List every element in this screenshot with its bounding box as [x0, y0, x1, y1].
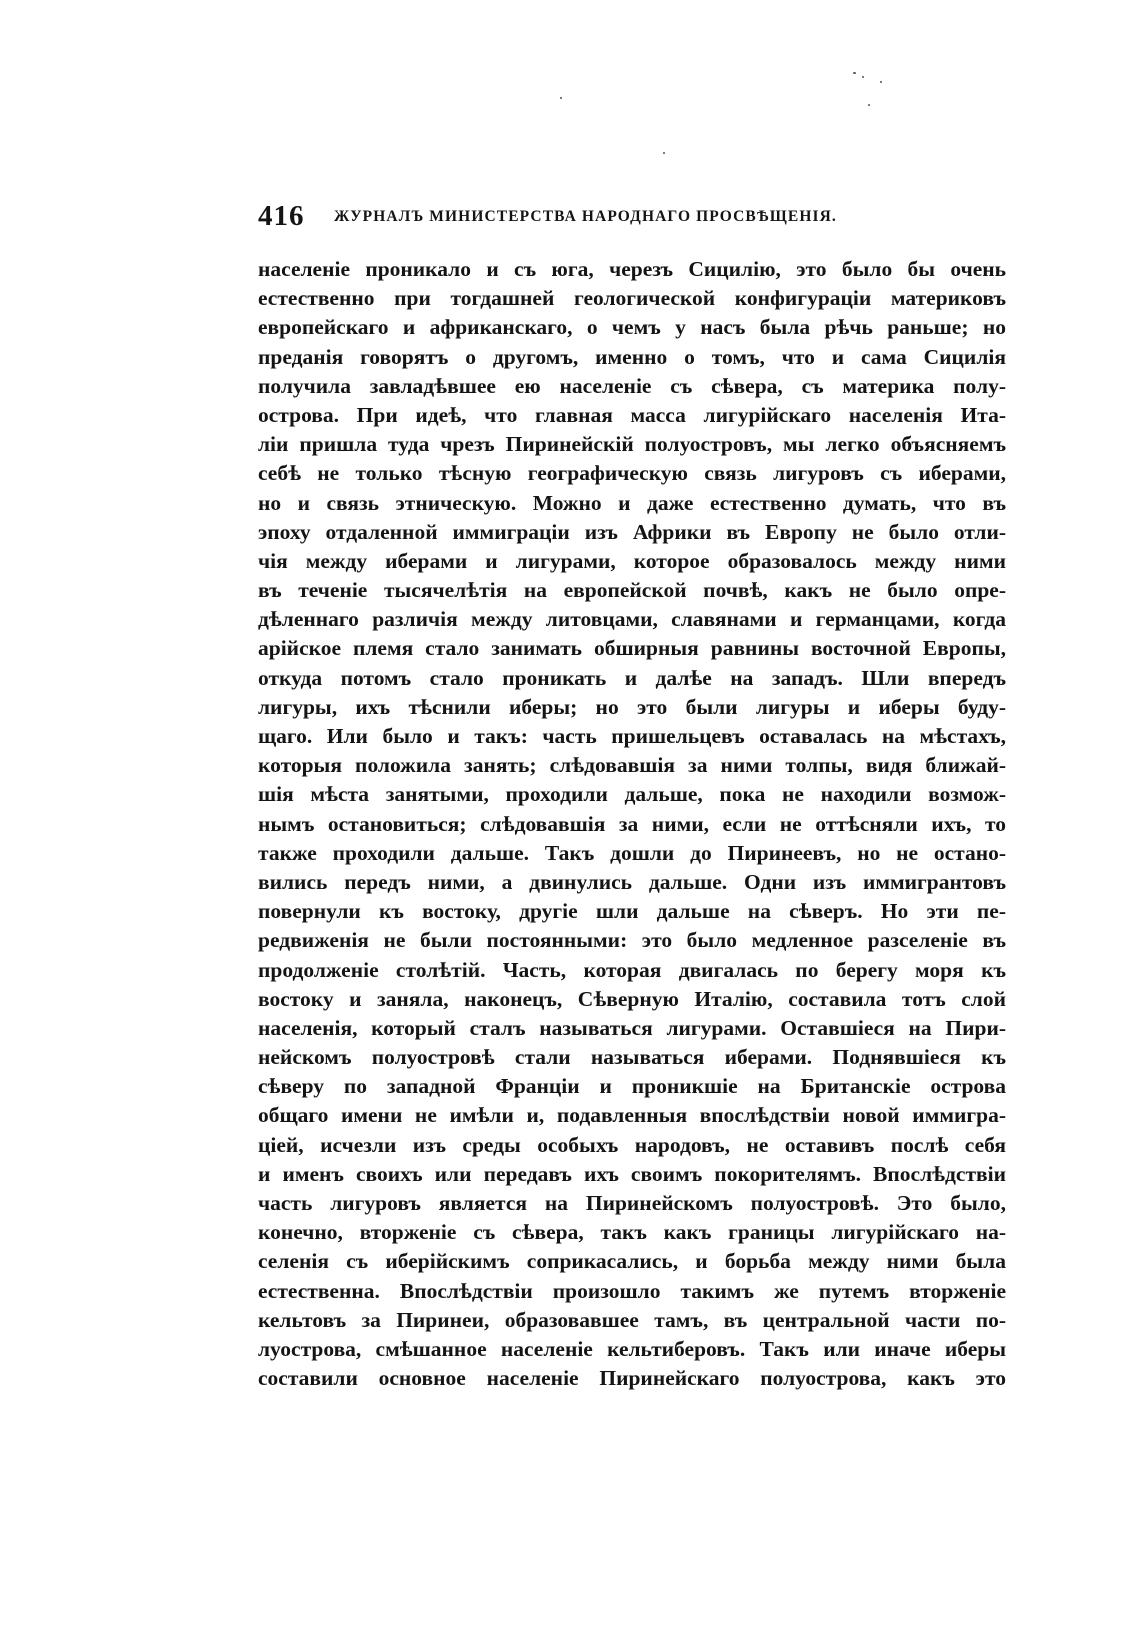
text-line: востоку и заняла, наконецъ, Сѣверную Италію, составила тотъ слой — [258, 986, 1006, 1011]
text-line: естественно при тогдашней геологической конфигураціи материковъ — [258, 286, 1006, 311]
text-line: населеніе проникало и съ юга, черезъ Сицилію, это было бы очень — [258, 257, 1006, 281]
text-line: вились передъ ними, а двинулись дальше. Одни изъ иммигрантовъ — [258, 869, 1006, 894]
text-line: себѣ не только тѣсную географическую связь лигуровъ съ иберами, — [258, 461, 1006, 486]
page-number: 416 — [258, 200, 305, 232]
text-line: кельтовъ за Пиринеи, образовавшее тамъ, въ центральной части по- — [258, 1307, 1006, 1332]
text-line: чія между иберами и лигурами, которое образовалось между ними — [258, 548, 1006, 573]
scan-speck — [853, 72, 856, 74]
text-line: арійское племя стало занимать обширныя равнины восточной Европы, — [258, 636, 1006, 661]
text-line: населенія, который сталъ называться лигурами. Оставшіеся на Пири- — [258, 1015, 1006, 1040]
text-line: ціей, исчезли изъ среды особыхъ народовъ, не оставивъ послѣ себя — [258, 1132, 1006, 1157]
text-line: нейскомъ полуостровѣ стали называться иберами. Поднявшіеся къ — [258, 1045, 1006, 1070]
scan-speck — [663, 152, 665, 154]
text-line: ліи пришла туда чрезъ Пиринейскій полуостровъ, мы легко объясняемъ — [258, 432, 1006, 457]
text-line: конечно, вторженіе съ сѣвера, такъ какъ границы лигурійскаго на- — [258, 1220, 1006, 1245]
text-line: и именъ своихъ или передавъ ихъ своимъ покорителямъ. Впослѣдствіи — [258, 1161, 1006, 1186]
text-line: европейскаго и африканскаго, о чемъ у насъ была рѣчь раньше; но — [258, 315, 1006, 340]
text-line: откуда потомъ стало проникать и далѣе на западъ. Шли впередъ — [258, 665, 1006, 690]
text-line: естественна. Впослѣдствіи произошло такимъ же путемъ вторженіе — [258, 1278, 1006, 1303]
text-line: щаго. Или было и такъ: часть пришельцевъ оставалась на мѣстахъ, — [258, 724, 1006, 748]
text-line: нымъ остановиться; слѣдовавшія за ними, если не оттѣсняли ихъ, то — [258, 811, 1006, 836]
text-line: повернули къ востоку, другіе шли дальше на сѣверъ. Но эти пе- — [258, 899, 1006, 924]
scan-speck — [560, 97, 562, 99]
text-line: составили основное населеніе Пиринейскаго полуострова, какъ это — [258, 1366, 1006, 1391]
text-line: селенія съ иберійскимъ соприкасались, и борьба между ними была — [258, 1249, 1006, 1274]
text-line: продолженіе столѣтій. Часть, которая двигалась по берегу моря къ — [258, 957, 1006, 982]
text-line: лигуры, ихъ тѣснили иберы; но это были лигуры и иберы буду- — [258, 694, 1006, 719]
scan-speck — [868, 104, 870, 106]
text-line: шія мѣста занятыми, проходили дальше, пока не находили возмож- — [258, 782, 1006, 807]
text-line: острова. При идеѣ, что главная масса лигурійскаго населенія Ита- — [258, 402, 1006, 427]
text-line: получила завладѣвшее ею населеніе съ сѣвера, съ материка полу- — [258, 373, 1006, 398]
scan-speck — [862, 76, 864, 78]
running-title: ЖУРНАЛЪ МИНИСТЕРСТВА НАРОДНАГО ПРОСВѢЩЕНІЯ. — [334, 208, 837, 225]
body-text — [258, 255, 1006, 1393]
text-line: въ теченіе тысячелѣтія на европейской почвѣ, какъ не было опре- — [258, 578, 1006, 603]
text-line: редвиженія не были постоянными: это было медленное разселеніе въ — [258, 928, 1006, 953]
text-line: дѣленнаго различія между литовцами, славянами и германцами, когда — [258, 607, 1006, 632]
scan-speck — [880, 81, 882, 83]
text-line: общаго имени не имѣли и, подавленныя впослѣдствіи новой иммигра- — [258, 1103, 1006, 1128]
text-line: эпоху отдаленной иммиграціи изъ Африки въ Европу не было отли- — [258, 519, 1006, 544]
text-line: которыя положила занять; слѣдовавшія за ними толпы, видя ближай- — [258, 753, 1006, 778]
text-line: преданія говорятъ о другомъ, именно о томъ, что и сама Сицилія — [258, 344, 1006, 369]
text-line: но и связь этническую. Можно и даже естественно думать, что въ — [258, 490, 1006, 515]
page-header — [258, 198, 1006, 238]
text-line: также проходили дальше. Такъ дошли до Пиринеевъ, но не остано- — [258, 840, 1006, 865]
text-line: часть лигуровъ является на Пиринейскомъ полуостровѣ. Это было, — [258, 1191, 1006, 1215]
text-line: сѣверу по западной Франціи и проникшіе на Британскіе острова — [258, 1074, 1006, 1099]
text-line: луострова, смѣшанное населеніе кельтиберовъ. Такъ или иначе иберы — [258, 1336, 1006, 1361]
